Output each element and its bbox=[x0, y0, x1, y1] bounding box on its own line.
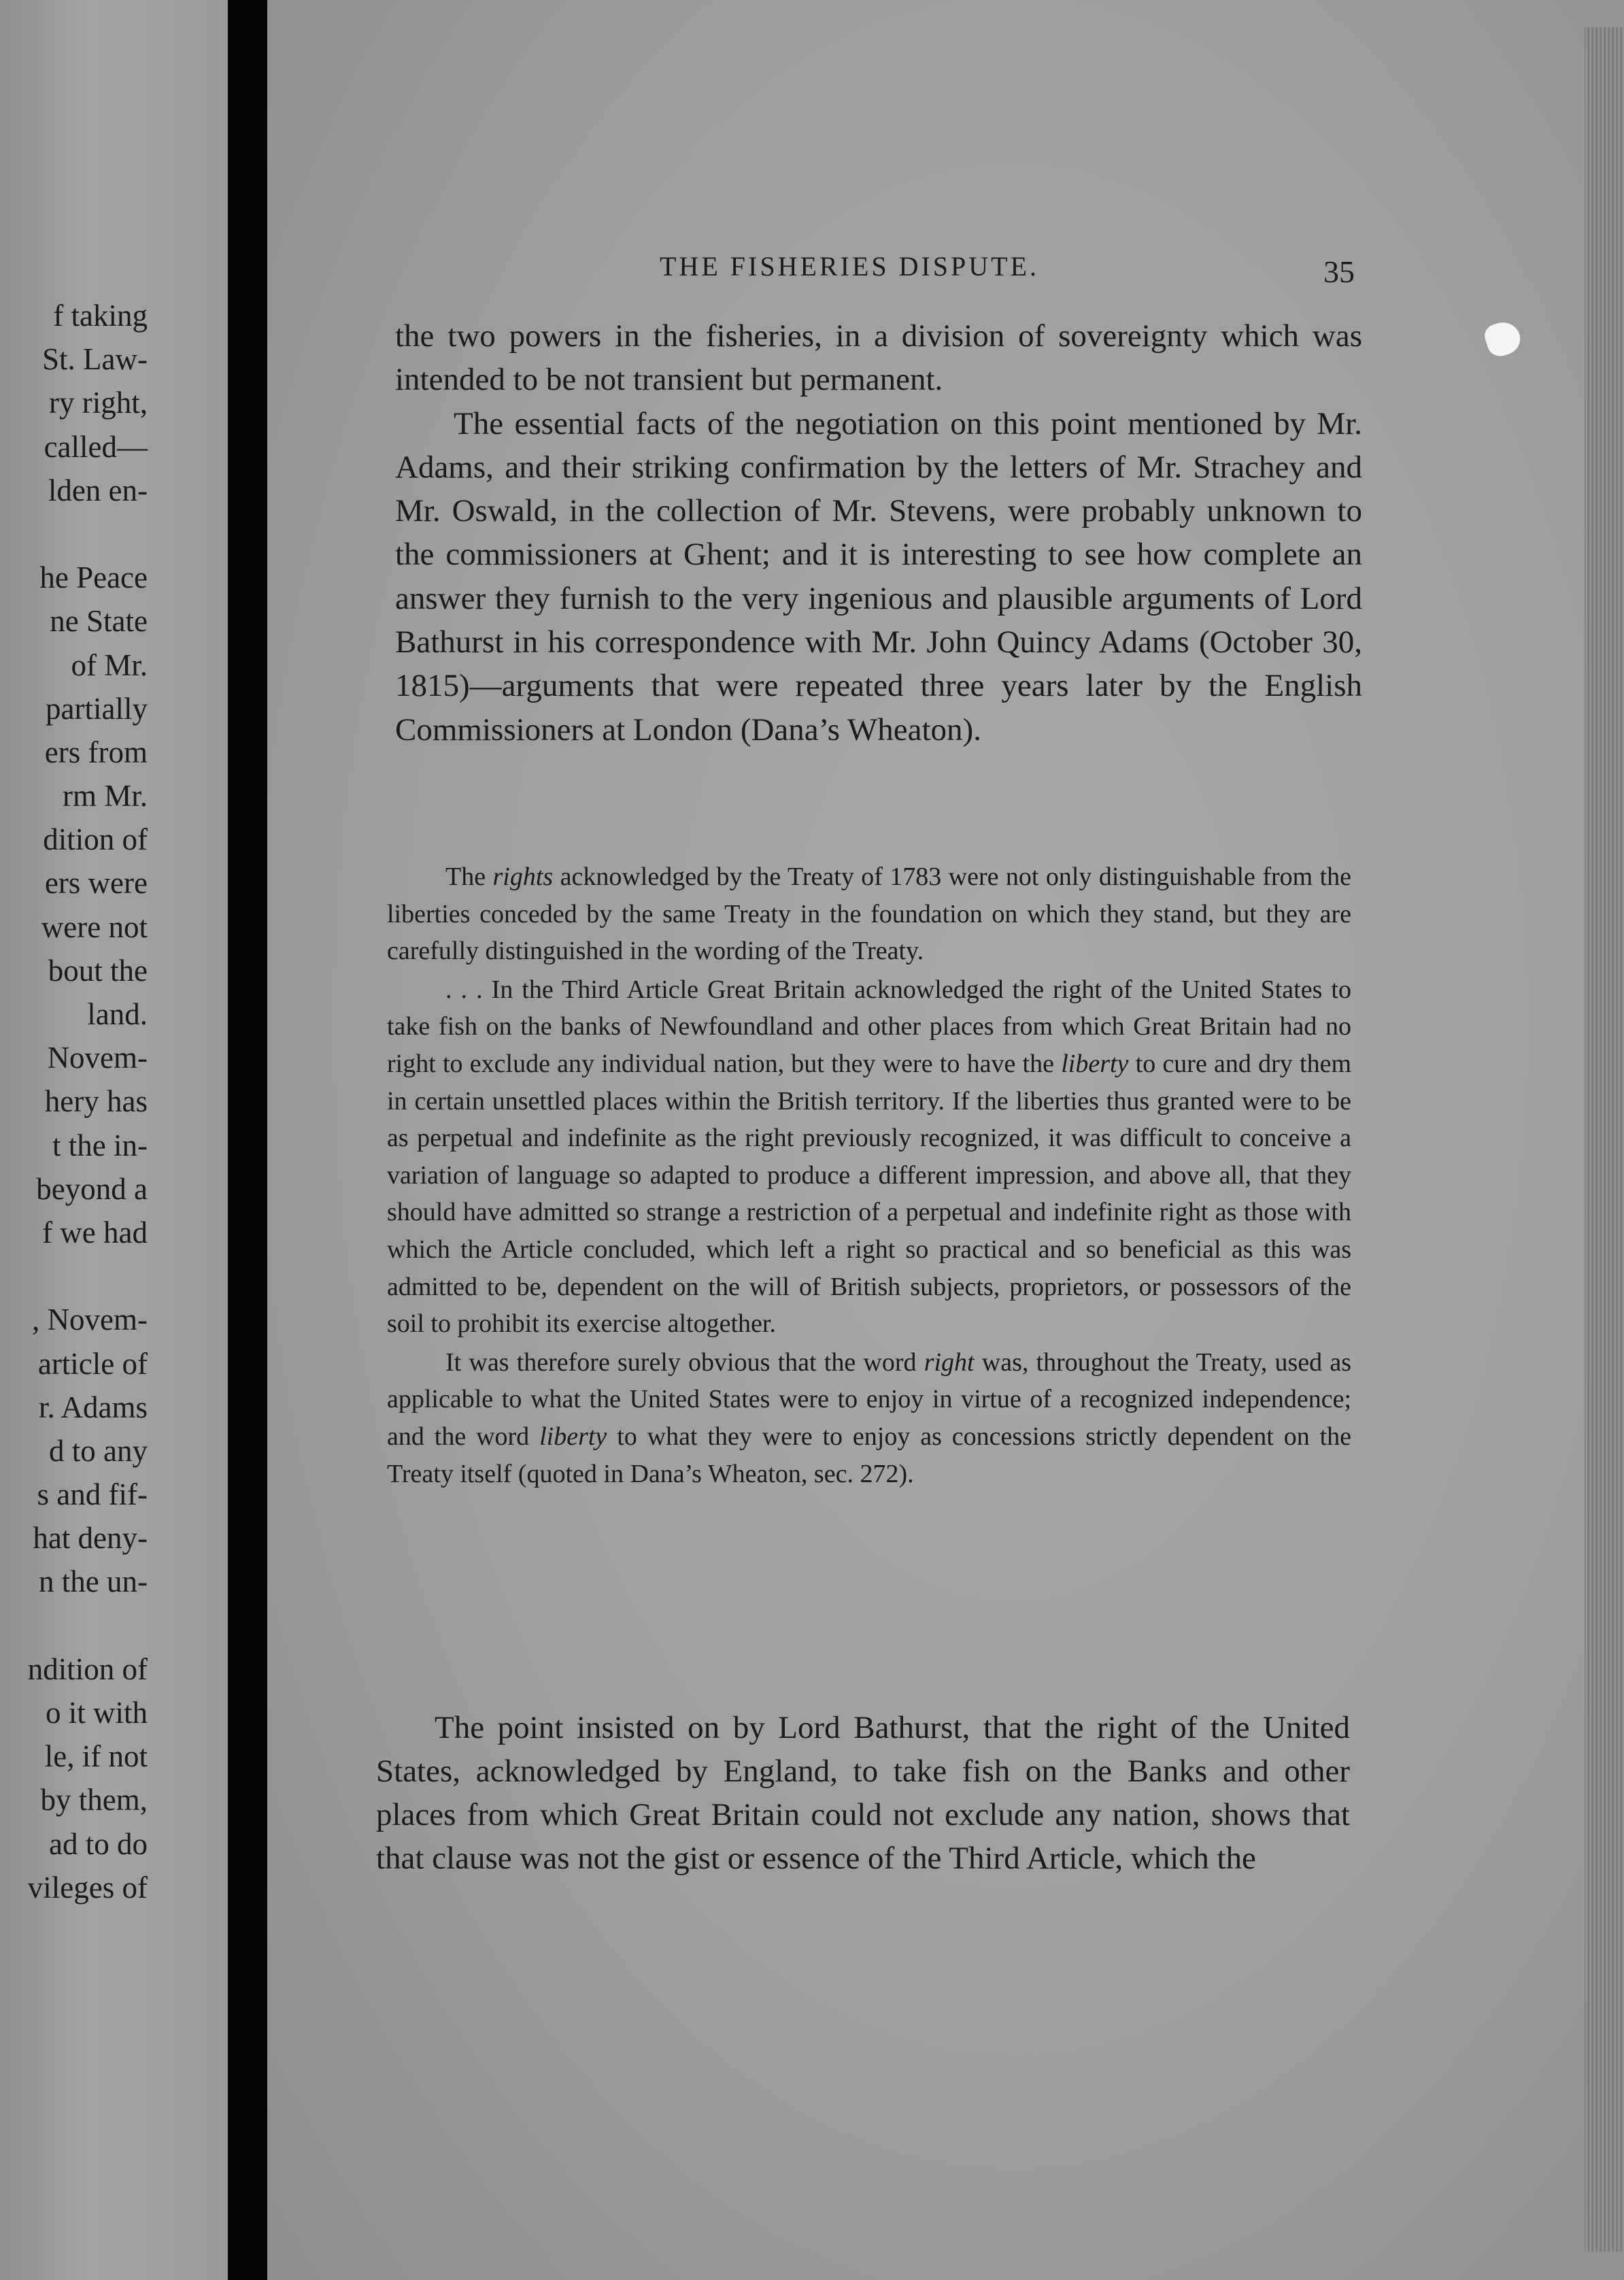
facing-page-line: called— bbox=[44, 429, 148, 464]
facing-page-line: lden en- bbox=[48, 473, 148, 507]
facing-page-line: St. Law- bbox=[42, 342, 148, 377]
facing-page-line: ry right, bbox=[49, 386, 148, 420]
facing-page-left bbox=[0, 0, 228, 2280]
quote-text: The bbox=[445, 862, 486, 891]
facing-page-line: hat deny- bbox=[33, 1521, 148, 1556]
facing-page-line: f we had bbox=[42, 1215, 148, 1250]
facing-page-line: f taking bbox=[53, 299, 148, 333]
quote-text: . . . In the Third Article Great Britain acknowledged the right of the United States to take fish on the banks of Newfoundland and other places from which Great Britain had no right to exclude any individual nation, but they were to have the bbox=[387, 975, 1351, 1078]
facing-page-line: s and fif- bbox=[37, 1477, 148, 1512]
quote-text: to what they were to enjoy as concessions strictly dependent on the Treaty itself (quoted in Dana’s Wheaton, sec. 272). bbox=[387, 1422, 1352, 1488]
facing-page-line: ndition of bbox=[27, 1652, 148, 1686]
facing-page-line: ers from bbox=[44, 735, 148, 769]
opening-paragraph: the two powers in the fisheries, in a division of sovereignty which was intended to be not transient but permanent. bbox=[395, 318, 1362, 398]
facing-page-line: bout the bbox=[48, 953, 148, 988]
facing-page-line: le, if not bbox=[44, 1739, 148, 1774]
facing-page-line: o it with bbox=[45, 1696, 148, 1730]
second-paragraph: The essential facts of the negotiation on this point mentioned by Mr. Adams, and their striking confirmation by the letters of Mr. Strachey and Mr. Oswald, in the collection of Mr. Stevens, were probably unknown to the commissioners at Ghent; and it is interesting to see how complete an answer they furnish to the very ingenious and plausible arguments of Lord Bathurst in his correspondence with Mr. John Quincy Adams (October 30, 1815)—arguments that were repeated three years later by the English Commissioners at London (Dana’s Wheaton). bbox=[395, 405, 1362, 748]
emphasis-liberty: liberty bbox=[539, 1422, 607, 1451]
page-35 bbox=[267, 0, 1624, 2280]
book-gutter bbox=[228, 0, 267, 2280]
closing-paragraph: The point insisted on by Lord Bathurst, that the right of the United States, acknowledged by England, to take fish on the Banks and other places from which Great Britain could not exclude any nation, shows that that clause was not the gist or essence of the Third Article, which the bbox=[376, 1710, 1350, 1876]
emphasis-rights: rights bbox=[492, 862, 554, 891]
facing-page-line bbox=[0, 1254, 148, 1298]
block-quote bbox=[387, 858, 1351, 1492]
quote-text: to cure and dry them in certain unsettled places within the British territory. If the liberties thus granted were to be as perpetual and indefinite as the right previously recognized, it was difficult to conceive a variation of language so adapted to produce a different impression, and above all, that they should have admitted so strange a restriction of a perpetual and indefinite right as those with which the Article concluded, which left a right so practical and so beneficial as this was admitted to be, dependent on the will of British subjects, proprietors, or possessors of the soil to prohibit its exercise altogether. bbox=[387, 1049, 1352, 1339]
facing-page-text bbox=[0, 294, 148, 1909]
facing-page-line: land. bbox=[87, 997, 148, 1031]
facing-page-line: n the un- bbox=[39, 1564, 148, 1599]
facing-page-line: r. Adams bbox=[38, 1390, 148, 1424]
page-number: 35 bbox=[1323, 254, 1355, 289]
facing-page-line: by them, bbox=[40, 1783, 148, 1817]
facing-page-line: article of bbox=[37, 1346, 148, 1381]
quote-paragraph-1 bbox=[387, 858, 1351, 970]
main-text bbox=[395, 314, 1362, 752]
facing-page-line: ers were bbox=[44, 866, 148, 901]
facing-page-line: d to any bbox=[49, 1433, 148, 1468]
quote-text: was, throughout the Treaty, used as applicable to what the United States were to enjoy in virtue of a recognized independence; and the word bbox=[387, 1347, 1352, 1451]
facing-page-line: ne State bbox=[50, 604, 148, 639]
facing-page-line: hery has bbox=[44, 1084, 148, 1119]
facing-page-line: Novem- bbox=[47, 1041, 148, 1075]
facing-page-line: partially bbox=[46, 691, 148, 726]
facing-page-line bbox=[0, 512, 148, 556]
facing-page-line: , Novem- bbox=[32, 1303, 148, 1337]
quote-text: acknowledged by the Treaty of 1783 were not only distinguishable from the liberties conceded by the same Treaty in the foundation on which they stand, but they are carefully distinguished in the wording of the Treaty. bbox=[387, 862, 1352, 966]
facing-page-line bbox=[0, 1604, 148, 1647]
facing-page-line: of Mr. bbox=[71, 648, 148, 682]
facing-page-line: he Peace bbox=[39, 560, 148, 595]
page-edge-stack bbox=[1585, 27, 1624, 2251]
paper-blemish bbox=[1482, 318, 1524, 359]
facing-page-line: vileges of bbox=[27, 1870, 148, 1905]
emphasis-liberty: liberty bbox=[1061, 1049, 1129, 1078]
closing-text bbox=[376, 1706, 1350, 1880]
quote-text: It was therefore surely obvious that the word bbox=[445, 1347, 917, 1377]
quote-paragraph-2 bbox=[387, 971, 1351, 1343]
quote-paragraph-3 bbox=[387, 1344, 1351, 1492]
facing-page-line: t the in- bbox=[52, 1128, 148, 1162]
running-head: THE FISHERIES DISPUTE. bbox=[660, 251, 1040, 282]
facing-page-line: were not bbox=[41, 909, 148, 944]
facing-page-line: beyond a bbox=[36, 1171, 148, 1206]
facing-page-line: rm Mr. bbox=[62, 779, 148, 814]
emphasis-right: right bbox=[924, 1347, 975, 1377]
facing-page-line: dition of bbox=[43, 822, 148, 857]
facing-page-line: ad to do bbox=[49, 1826, 148, 1861]
